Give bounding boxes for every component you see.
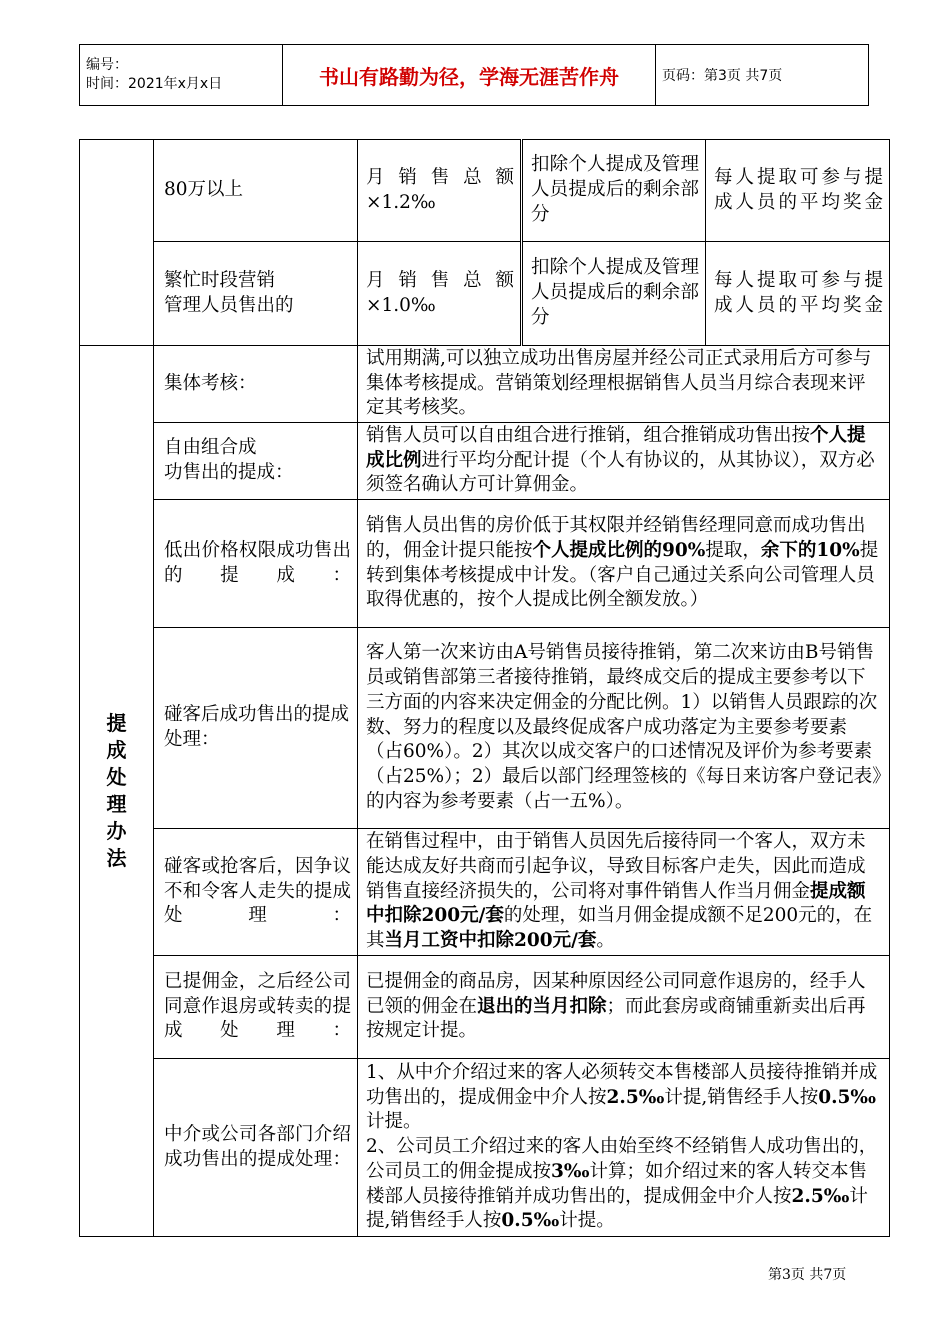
label-line: 功售出的提成： bbox=[164, 462, 294, 483]
rule-text bbox=[358, 1059, 890, 1237]
rule-text-part: 的处理，如当月佣金提成额不足200元的，在其 bbox=[366, 905, 873, 952]
rule-text-part: 计提。 bbox=[366, 1111, 422, 1133]
rule-text-part: 计提,销售经手人按 bbox=[366, 1185, 868, 1232]
rule-text-part: 1、从中介介绍过来的客人必须转交本售楼部人员接待推销并成功售出的，提成佣金中介人按 bbox=[366, 1061, 878, 1108]
rule-text-emphasis: 2.5‰ bbox=[606, 1086, 665, 1108]
rule-paragraph bbox=[366, 1135, 883, 1234]
header-meta bbox=[80, 45, 283, 106]
remainder-line: 扣除个人提成及管理 bbox=[531, 257, 699, 279]
rule-text-emphasis: 0.5‰ bbox=[818, 1086, 877, 1108]
rule-text-emphasis: 2.5‰ bbox=[791, 1185, 850, 1207]
rule-row bbox=[80, 500, 890, 628]
bonus-condition bbox=[154, 242, 358, 346]
distribution-line: 每人提取可参与提 bbox=[714, 166, 883, 188]
rule-text-part: ；而此套房或商铺重新卖出后再按规定计提。 bbox=[366, 995, 866, 1042]
section-title-cell bbox=[80, 346, 154, 1237]
formula-line: 月 销 售 总 额 bbox=[366, 166, 514, 188]
rule-text-emphasis: 退出的当月扣除 bbox=[477, 995, 607, 1017]
condition-line: 繁忙时段营销 bbox=[164, 269, 276, 291]
rule-text-part: 计提。 bbox=[559, 1210, 615, 1232]
rule-text-emphasis: 当月工资中扣除200元/套 bbox=[384, 930, 597, 952]
rule-text-part: 。 bbox=[596, 930, 615, 952]
remainder-line: 扣除个人提成及管理 bbox=[531, 154, 699, 176]
rule-text-part: 提取， bbox=[705, 539, 761, 561]
rule-text: 试用期满,可以独立成功出售房屋并经公司正式录用后方可参与集体考核提成。营销策划经理根据销售人员当月综合表现来评定其考核奖。 bbox=[358, 346, 890, 423]
distribution-line: 成人员的平均奖金 bbox=[714, 191, 883, 213]
rule-label bbox=[154, 423, 358, 500]
number-label: 编号： bbox=[86, 57, 128, 73]
rule-label: 集体考核： bbox=[154, 346, 358, 423]
bonus-remainder bbox=[522, 242, 706, 346]
time-label: 时间：2021年x月x日 bbox=[86, 76, 223, 92]
bonus-row bbox=[80, 140, 890, 242]
rule-text-part: 进行平均分配计提（个人有协议的，从其协议），双方必须签名确认方可计算佣金。 bbox=[366, 449, 875, 496]
rule-text-part: 计提,销售经手人按 bbox=[664, 1086, 819, 1108]
rule-text-part: 销售人员可以自由组合进行推销，组合推销成功售出按 bbox=[366, 424, 811, 446]
bonus-formula bbox=[358, 140, 522, 242]
rule-text-part: 计算；如介绍过来的客人转交本售楼部人员接待推销并成功售出的，提成佣金中介人按 bbox=[366, 1160, 868, 1207]
rule-text-emphasis: 提成额中扣除200元/套 bbox=[366, 880, 866, 927]
rule-text-emphasis: 余下的10% bbox=[760, 539, 860, 561]
rule-label: 已提佣金，之后经公司同意作退房或转卖的提成处理： bbox=[154, 956, 358, 1059]
bonus-distribution bbox=[706, 242, 890, 346]
rule-row bbox=[80, 956, 890, 1059]
bonus-remainder bbox=[522, 140, 706, 242]
remainder-line: 人员提成后的剩余部分 bbox=[531, 282, 699, 328]
formula-line: 月 销 售 总 额 bbox=[366, 269, 514, 291]
distribution-line: 每人提取可参与提 bbox=[714, 269, 883, 291]
rule-text-part: 已提佣金的商品房，因某种原因经公司同意作退房的，经手人已领的佣金在 bbox=[366, 970, 866, 1017]
rule-label: 碰客或抢客后，因争议不和令客人走失的提成处理： bbox=[154, 829, 358, 956]
footer-page-number: 第3页 共7页 bbox=[768, 1267, 847, 1283]
rule-text-part: 2、公司员工介绍过来的客人由始至终不经销售人成功售出的，公司员工的佣金提成按 bbox=[366, 1136, 878, 1182]
rule-label: 碰客后成功售出的提成处理： bbox=[154, 628, 358, 829]
left-blank-cell bbox=[80, 140, 154, 346]
rule-text-part: 在销售过程中，由于销售人员因先后接待同一个客人，双方未能达成友好共商而引起争议，导致目标客户走失，因此而造成销售直接经济损失的，公司将对事件销售人作当月佣金 bbox=[366, 831, 866, 902]
rule-paragraph bbox=[366, 1061, 883, 1135]
formula-rate: ×1.0‰ bbox=[366, 294, 436, 316]
bonus-row bbox=[80, 242, 890, 346]
rule-row bbox=[80, 829, 890, 956]
condition-line: 管理人员售出的 bbox=[164, 294, 294, 316]
rule-label: 低出价格权限成功售出的提成： bbox=[154, 500, 358, 628]
rule-row bbox=[80, 423, 890, 500]
distribution-line: 成人员的平均奖金 bbox=[714, 294, 883, 316]
rule-label: 中介或公司各部门介绍成功售出的提成处理： bbox=[154, 1059, 358, 1237]
rule-text-emphasis: 个人提成比例 bbox=[366, 424, 866, 471]
rule-text bbox=[358, 500, 890, 628]
formula-rate: ×1.2‰ bbox=[366, 191, 436, 213]
rule-text-emphasis: 0.5‰ bbox=[501, 1210, 560, 1232]
rule-row bbox=[80, 1059, 890, 1237]
page-number: 页码：第3页 共7页 bbox=[656, 45, 869, 106]
rule-text: 客人第一次来访由A号销售员接待推销，第二次来访由B号销售员或销售部第三者接待推销，最终成交后的提成主要参考以下三方面的内容来决定佣金的分配比例。1）以销售人员跟踪的次数、努力的程度以及最终促成客户成功落定为主要参考要素（占60%）。2）其次以成交客户的口述情况及评价为参考要素（占25%）；2）最后以部门经理签核的《每日来访客户登记表》的内容为参考要素（占一五%）。 bbox=[358, 628, 890, 829]
rule-row bbox=[80, 628, 890, 829]
rule-text-emphasis: 3‰ bbox=[551, 1160, 590, 1182]
rule-text bbox=[358, 829, 890, 956]
document-header bbox=[79, 44, 869, 106]
bonus-formula bbox=[358, 242, 522, 346]
bonus-condition: 80万以上 bbox=[154, 140, 358, 242]
section-title: 提成处理办法 bbox=[106, 711, 127, 870]
rule-text-emphasis: 个人提成比例的90% bbox=[532, 539, 706, 561]
bonus-distribution bbox=[706, 140, 890, 242]
label-line: 自由组合成 bbox=[164, 437, 257, 459]
rule-text-part: 提转到集体考核提成中计发。（客户自己通过关系向公司管理人员取得优惠的，按个人提成比例全额发放。） bbox=[366, 539, 879, 611]
commission-table bbox=[79, 139, 890, 1237]
rule-text-part: 销售人员出售的房价低于其权限并经销售经理同意而成功售出的，佣金计提只能按 bbox=[366, 514, 866, 561]
motto: 书山有路勤为径，学海无涯苦作舟 bbox=[283, 45, 656, 106]
rule-text bbox=[358, 423, 890, 500]
rule-row bbox=[80, 346, 890, 423]
remainder-line: 人员提成后的剩余部分 bbox=[531, 179, 699, 225]
rule-text bbox=[358, 956, 890, 1059]
